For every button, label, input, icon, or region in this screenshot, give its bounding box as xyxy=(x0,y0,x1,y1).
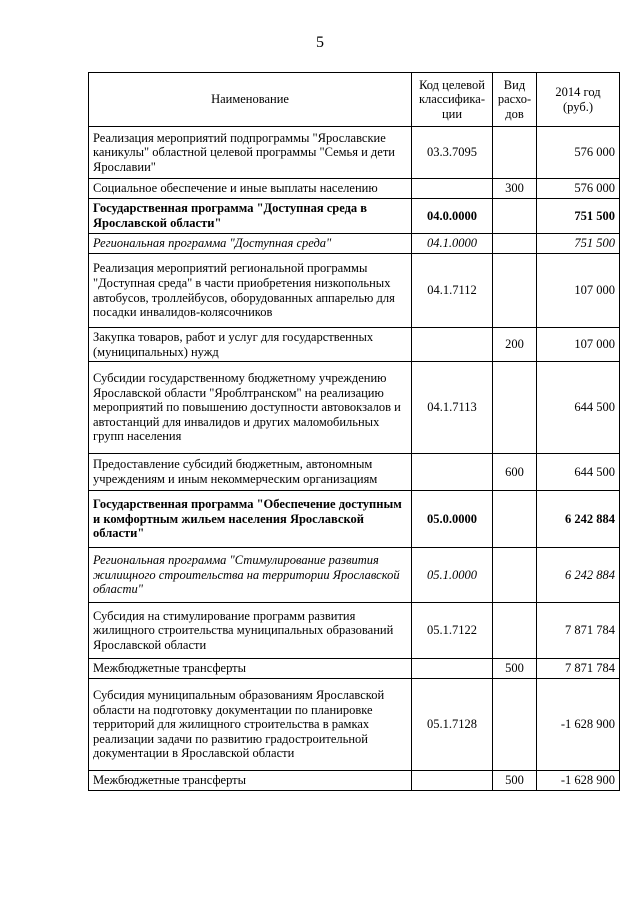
cell-code: 04.1.7113 xyxy=(412,362,493,454)
cell-code: 05.0.0000 xyxy=(412,491,493,548)
cell-amount: 576 000 xyxy=(537,179,620,199)
cell-code xyxy=(412,454,493,491)
cell-type: 500 xyxy=(493,659,537,679)
cell-name: Субсидия муниципальным образованиям Ярославской области на подготовку документации по планировке территорий для жилищного строительства в рамках реализации задачи по развитию градостроительной документации в Ярославской области xyxy=(89,679,412,771)
cell-amount: 751 500 xyxy=(537,234,620,254)
cell-name: Реализация мероприятий подпрограммы "Ярославские каникулы" областной целевой программы "Семья и дети Ярославии" xyxy=(89,127,412,179)
cell-code: 04.0.0000 xyxy=(412,199,493,234)
table-row xyxy=(89,491,620,548)
cell-amount: 7 871 784 xyxy=(537,659,620,679)
cell-name: Закупка товаров, работ и услуг для государственных (муниципальных) нужд xyxy=(89,328,412,362)
cell-name: Предоставление субсидий бюджетным, автономным учреждениям и иным некоммерческим организациям xyxy=(89,454,412,491)
cell-amount: -1 628 900 xyxy=(537,771,620,791)
cell-name: Субсидия на стимулирование программ развития жилищного строительства муниципальных образований Ярославской области xyxy=(89,603,412,659)
cell-name: Реализация мероприятий региональной программы "Доступная среда" в части приобретения низкопольных автобусов, троллейбусов, оборудованных аппарелью для посадки инвалидов-колясочников xyxy=(89,254,412,328)
table-row xyxy=(89,603,620,659)
cell-code: 04.1.7112 xyxy=(412,254,493,328)
cell-amount: 644 500 xyxy=(537,454,620,491)
cell-amount: 7 871 784 xyxy=(537,603,620,659)
cell-type xyxy=(493,199,537,234)
cell-type: 600 xyxy=(493,454,537,491)
cell-type xyxy=(493,254,537,328)
table-row xyxy=(89,659,620,679)
cell-amount: 107 000 xyxy=(537,328,620,362)
cell-amount: 644 500 xyxy=(537,362,620,454)
cell-type xyxy=(493,491,537,548)
cell-name: Региональная программа "Стимулирование развития жилищного строительства на территории Ярославской области" xyxy=(89,548,412,603)
header-amount: 2014 год (руб.) xyxy=(537,73,620,127)
cell-amount: 576 000 xyxy=(537,127,620,179)
cell-code xyxy=(412,328,493,362)
table-row xyxy=(89,771,620,791)
cell-code: 05.1.7128 xyxy=(412,679,493,771)
cell-code: 04.1.0000 xyxy=(412,234,493,254)
header-code: Код целевой классифика-ции xyxy=(412,73,493,127)
cell-type: 500 xyxy=(493,771,537,791)
cell-name: Социальное обеспечение и иные выплаты населению xyxy=(89,179,412,199)
cell-type xyxy=(493,679,537,771)
cell-name: Межбюджетные трансферты xyxy=(89,659,412,679)
cell-type: 200 xyxy=(493,328,537,362)
cell-name: Государственная программа "Обеспечение доступным и комфортным жильем населения Ярославской области" xyxy=(89,491,412,548)
cell-code: 05.1.0000 xyxy=(412,548,493,603)
table-row xyxy=(89,179,620,199)
cell-code xyxy=(412,179,493,199)
cell-amount: 107 000 xyxy=(537,254,620,328)
table-row xyxy=(89,254,620,328)
table-row xyxy=(89,362,620,454)
cell-code xyxy=(412,771,493,791)
cell-amount: 6 242 884 xyxy=(537,548,620,603)
table-row xyxy=(89,199,620,234)
cell-amount: -1 628 900 xyxy=(537,679,620,771)
cell-type xyxy=(493,234,537,254)
cell-type xyxy=(493,362,537,454)
table-row xyxy=(89,679,620,771)
table-row xyxy=(89,548,620,603)
header-name: Наименование xyxy=(89,73,412,127)
table-header-row xyxy=(89,73,620,127)
cell-name: Межбюджетные трансферты xyxy=(89,771,412,791)
table-row xyxy=(89,454,620,491)
table-row xyxy=(89,234,620,254)
cell-code: 05.1.7122 xyxy=(412,603,493,659)
table-row xyxy=(89,127,620,179)
cell-amount: 6 242 884 xyxy=(537,491,620,548)
page-number: 5 xyxy=(316,34,324,51)
cell-type xyxy=(493,127,537,179)
cell-name: Региональная программа "Доступная среда" xyxy=(89,234,412,254)
header-type: Вид расхо-дов xyxy=(493,73,537,127)
cell-amount: 751 500 xyxy=(537,199,620,234)
budget-table xyxy=(88,72,620,791)
table-row xyxy=(89,328,620,362)
cell-code xyxy=(412,659,493,679)
cell-type xyxy=(493,603,537,659)
cell-name: Субсидии государственному бюджетному учреждению Ярославской области "Яроблтранском" на реализацию мероприятий по повышению доступности автовокзалов и автостанций для инвалидов и других маломобильных групп населения xyxy=(89,362,412,454)
cell-type xyxy=(493,548,537,603)
cell-type: 300 xyxy=(493,179,537,199)
cell-name: Государственная программа "Доступная среда в Ярославской области" xyxy=(89,199,412,234)
cell-code: 03.3.7095 xyxy=(412,127,493,179)
